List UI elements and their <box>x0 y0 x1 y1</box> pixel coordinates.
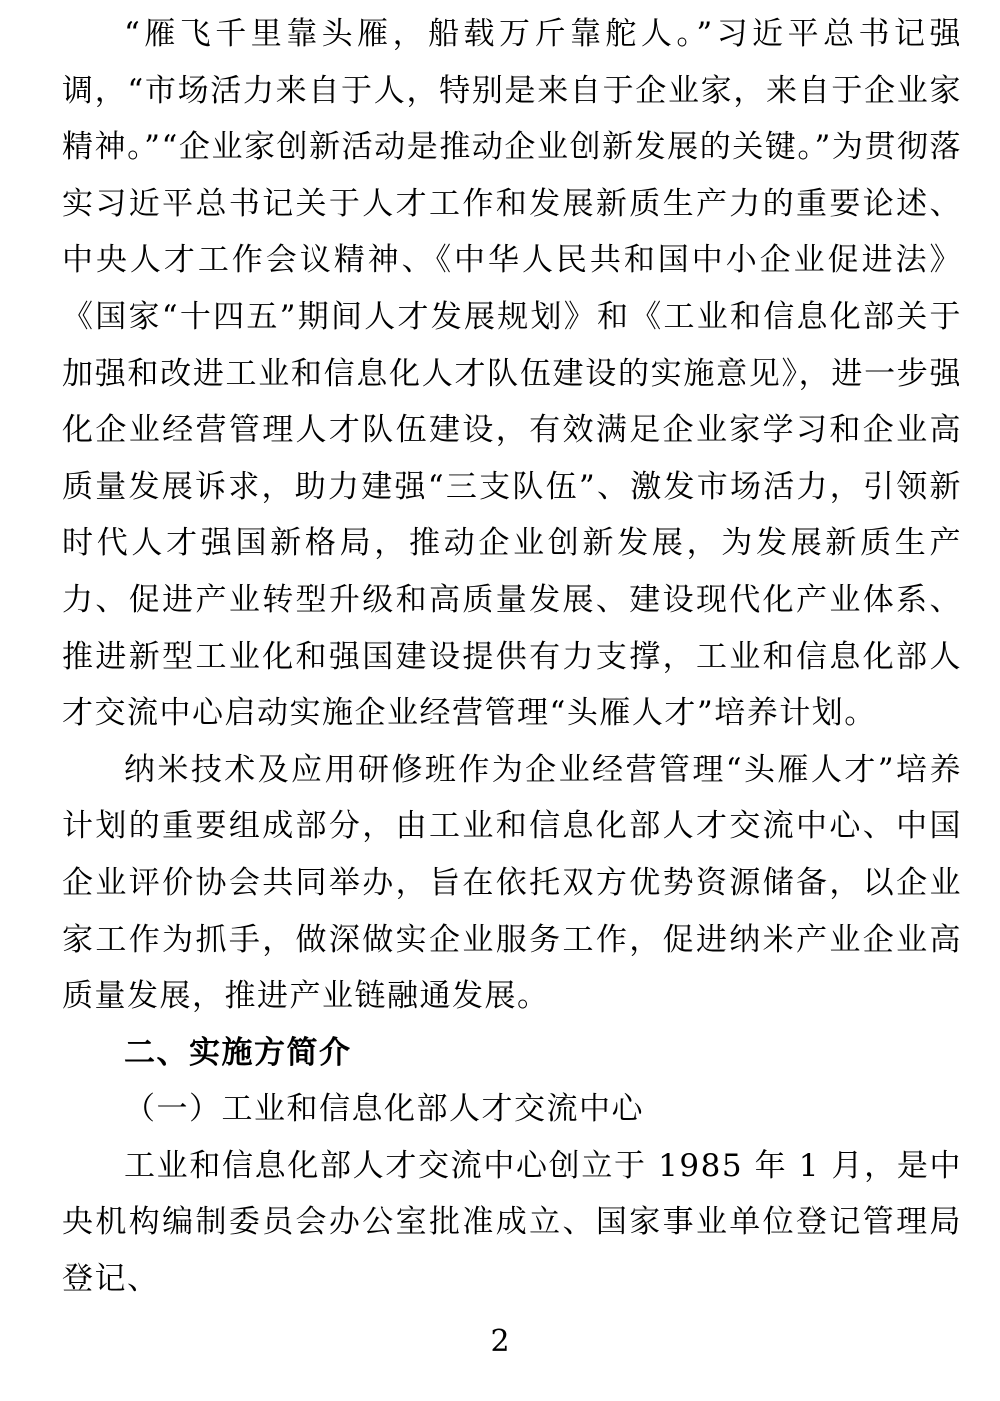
page-number: 2 <box>490 1324 510 1359</box>
section-heading: 二、实施方简介 <box>124 1034 352 1071</box>
paragraph-training-program: 纳米技术及应用研修班作为企业经营管理“头雁人才”培养计划的重要组成部分，由工业和信息化部人才交流中心、中国企业评价协会共同举办，旨在依托双方优势资源储备，以企业家工作为抓手，做深做实企业服务工作，促进纳米产业企业高质量发展，推进产业链融通发展。 <box>62 751 962 1015</box>
paragraph-intro: “雁飞千里靠头雁，船载万斤靠舵人。”习近平总书记强调，“市场活力来自于人，特别是来自于企业家，来自于企业家精神。”“企业家创新活动是推动企业创新发展的关键。”为贯彻落实习近平总书记关于人才工作和发展新质生产力的重要论述、中央人才工作会议精神、《中华人民共和国中小企业促进法》《国家“十四五”期间人才发展规划》和《工业和信息化部关于加强和改进工业和信息化人才队伍建设的实施意见》，进一步强化企业经营管理人才队伍建设，有效满足企业家学习和企业高质量发展诉求，助力建强“三支队伍”、激发市场活力，引领新时代人才强国新格局，推动企业创新发展，为发展新质生产力、促进产业转型升级和高质量发展、建设现代化产业体系、推进新型工业化和强国建设提供有力支撑，工业和信息化部人才交流中心启动实施企业经营管理“头雁人才”培养计划。 <box>62 16 962 732</box>
document-body <box>62 6 962 1308</box>
subsection-heading: （一）工业和信息化部人才交流中心 <box>124 1091 644 1128</box>
paragraph-center-intro: 工业和信息化部人才交流中心创立于 1985 年 1 月，是中央机构编制委员会办公室批准成立、国家事业单位登记管理局登记、 <box>62 1147 962 1298</box>
